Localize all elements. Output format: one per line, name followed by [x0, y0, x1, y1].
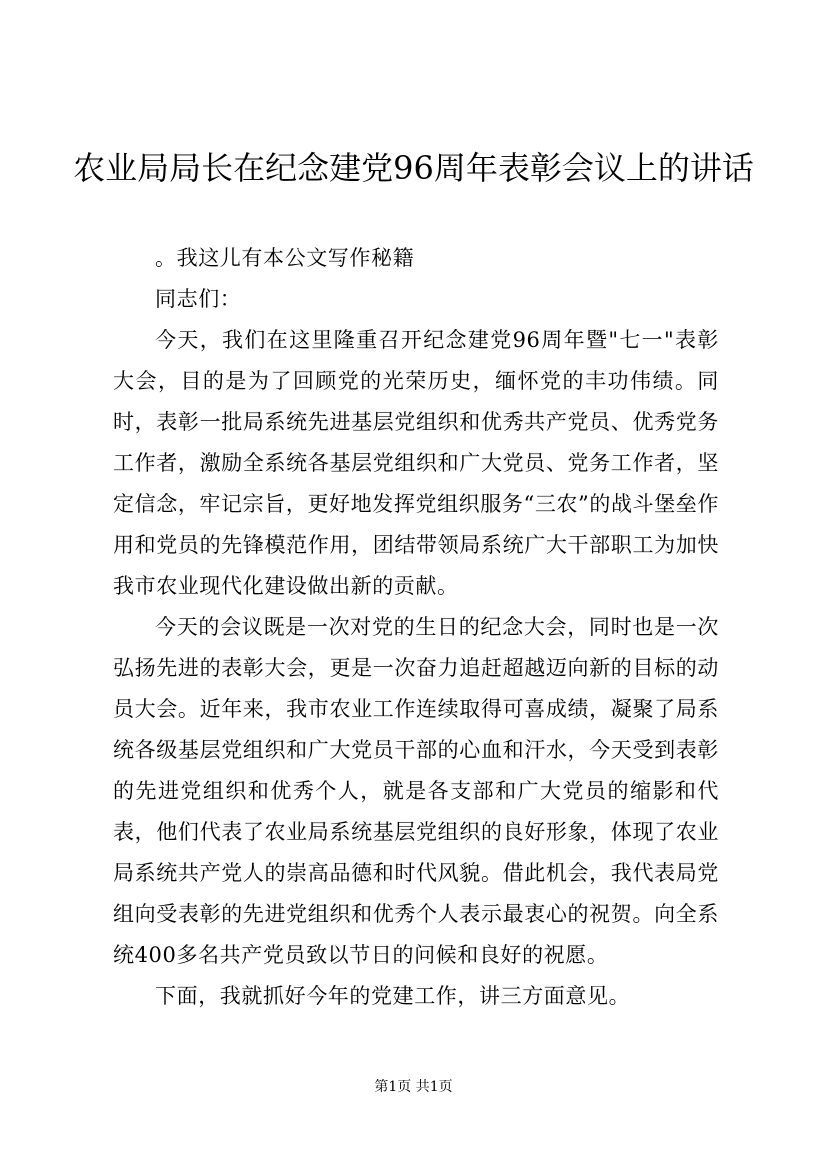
page-footer: 第1页 共1页	[374, 1079, 453, 1095]
paragraph-salutation: 同志们：	[155, 287, 242, 311]
paragraph-outline: 下面，我就抓好今年的党建工作，讲三方面意见。	[155, 984, 631, 1008]
document-body	[113, 238, 719, 1017]
paragraph-meeting-significance: 今天的会议既是一次对党的生日的纪念大会，同时也是一次弘扬先进的表彰大会，更是一次奋力追赶超越迈向新的目标的动员大会。近年来，我市农业工作连续取得可喜成绩，凝聚了局系统各级基层党组织和广大党员干部的心血和汗水，今天受到表彰的先进党组织和优秀个人，就是各支部和广大党员的缩影和代表，他们代表了农业局系统基层党组织的良好形象，体现了农业局系统共产党人的崇高品德和时代风貌。借此机会，我代表局党组向受表彰的先进党组织和优秀个人表示最衷心的祝贺。向全系统400多名共产党员致以节日的问候和良好的祝愿。	[113, 615, 719, 967]
paragraph-note: 。我这儿有本公文写作秘籍	[155, 246, 415, 270]
document-title: 农业局局长在纪念建党96周年表彰会议上的讲话	[73, 149, 754, 187]
paragraph-opening: 今天，我们在这里隆重召开纪念建党96周年暨"七一"表彰大会，目的是为了回顾党的光荣历史，缅怀党的丰功伟绩。同时，表彰一批局系统先进基层党组织和优秀共产党员、优秀党务工作者，激励全系统各基层党组织和广大党员、党务工作者，坚定信念，牢记宗旨，更好地发挥党组织服务“三农”的战斗堡垒作用和党员的先锋模范作用，团结带领局系统广大干部职工为加快我市农业现代化建设做出新的贡献。	[113, 328, 719, 598]
